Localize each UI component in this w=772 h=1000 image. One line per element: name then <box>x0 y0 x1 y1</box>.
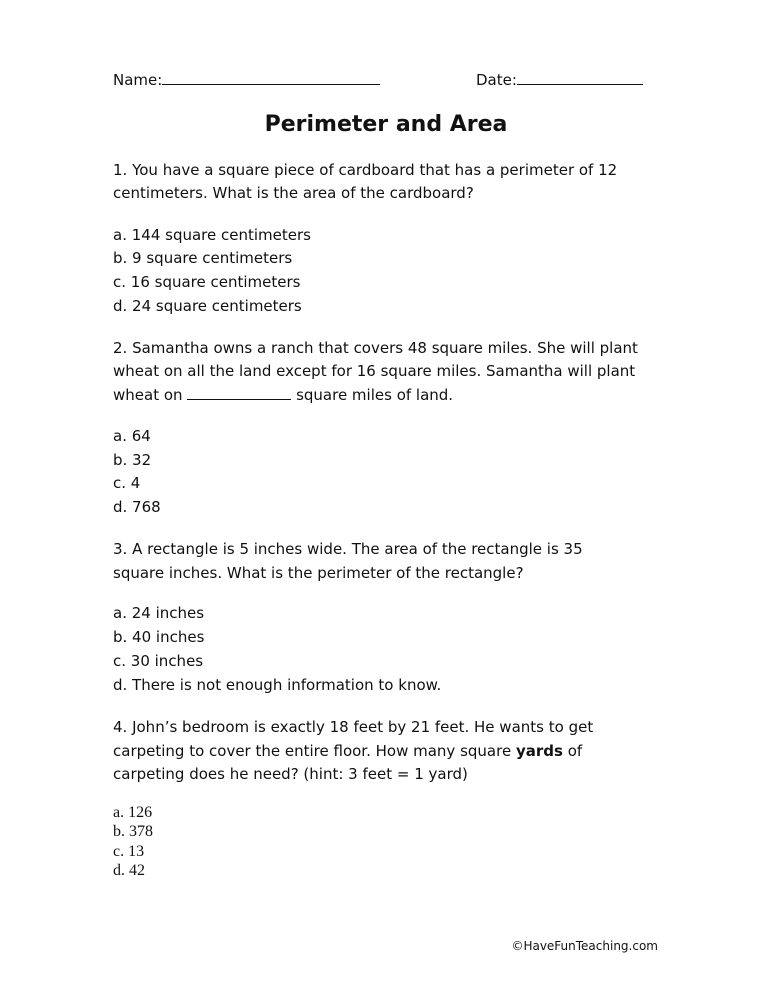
question-2-option: d. 768 <box>113 498 161 516</box>
question-2-line: wheat on all the land except for 16 square miles. Samantha will plant <box>113 362 636 380</box>
text: carpeting to cover the entire floor. How many square <box>113 742 516 760</box>
question-3-option: b. 40 inches <box>113 628 205 646</box>
question-2-option: b. 32 <box>113 451 152 469</box>
question-4-option: d. 42 <box>113 862 145 879</box>
question-3-line: 3. A rectangle is 5 inches wide. The area of the rectangle is 35 <box>113 540 583 558</box>
question-2-option: a. 64 <box>113 427 151 445</box>
emphasis: yards <box>515 742 563 760</box>
question-3-option: c. 30 inches <box>113 652 204 670</box>
page-title: Perimeter and Area <box>264 112 508 137</box>
name-label: Name: <box>113 71 163 89</box>
question-4-option: b. 378 <box>113 823 153 840</box>
question-1-option: a. 144 square centimeters <box>113 226 311 244</box>
question-2-line: 2. Samantha owns a ranch that covers 48 square miles. She will plant <box>113 339 638 357</box>
question-4-line: carpeting does he need? (hint: 3 feet = 1 yard) <box>113 765 468 783</box>
question-3-option: d. There is not enough information to know. <box>113 676 442 694</box>
question-4-option: a. 126 <box>113 804 153 821</box>
question-1-option: d. 24 square centimeters <box>113 297 302 315</box>
question-4-line <box>113 741 582 761</box>
name-field[interactable] <box>113 70 380 90</box>
name-blank[interactable] <box>162 70 380 85</box>
question-1-line: centimeters. What is the area of the cardboard? <box>113 184 474 202</box>
answer-blank <box>187 385 291 400</box>
copyright-footer: ©HaveFunTeaching.com <box>511 939 658 953</box>
date-label: Date: <box>476 71 517 89</box>
question-1-line: 1. You have a square piece of cardboard that has a perimeter of 12 <box>113 161 618 179</box>
question-3-option: a. 24 inches <box>113 604 205 622</box>
date-blank[interactable] <box>517 70 643 85</box>
question-1-option: c. 16 square centimeters <box>113 273 301 291</box>
question-1-option: b. 9 square centimeters <box>113 249 293 267</box>
text: square miles of land. <box>291 386 454 404</box>
question-2-line <box>113 385 453 405</box>
text: wheat on <box>113 386 188 404</box>
question-3-line: square inches. What is the perimeter of the rectangle? <box>113 564 524 582</box>
text: of <box>562 742 583 760</box>
question-4-line: 4. John’s bedroom is exactly 18 feet by 21 feet. He wants to get <box>113 718 594 736</box>
question-4-option: c. 13 <box>113 843 145 860</box>
date-field[interactable] <box>476 70 643 90</box>
question-2-option: c. 4 <box>113 474 141 492</box>
